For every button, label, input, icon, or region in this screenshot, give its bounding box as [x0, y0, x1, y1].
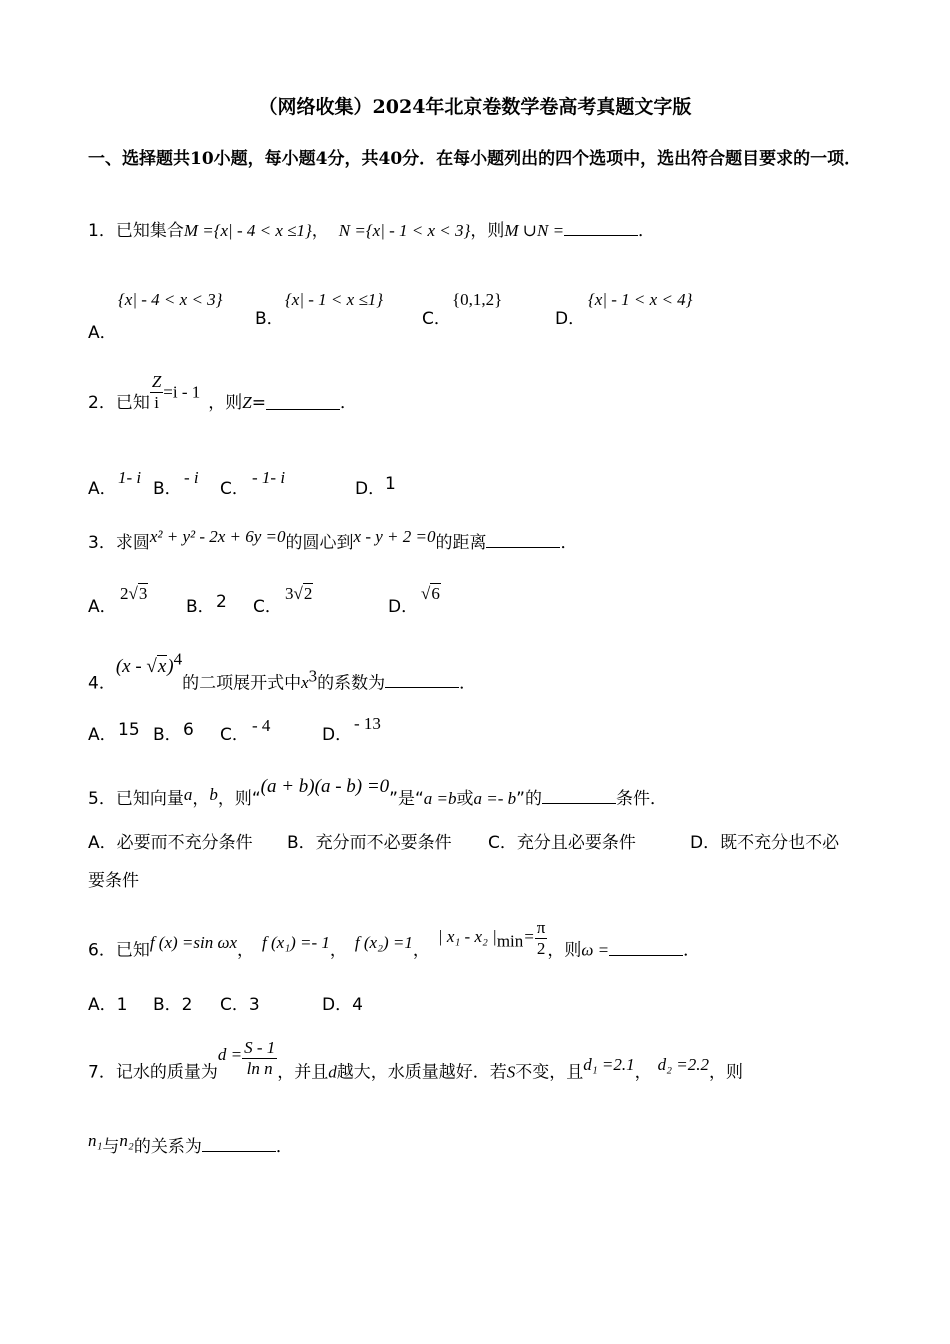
- option-d: 1: [385, 474, 396, 494]
- answer-blank: [609, 941, 683, 956]
- option-d: - 13: [354, 714, 381, 733]
- option-d: D．4: [322, 995, 363, 1015]
- question-number: 6．: [88, 940, 116, 961]
- vector-condition: (a + b)(a - b) =0: [260, 776, 390, 797]
- option-a: A．必要而不充分条件: [88, 833, 253, 853]
- d2-value: d₂ =2.2: [657, 1054, 710, 1074]
- option-c: {0,1,2}: [452, 290, 503, 309]
- question-number: 1．: [88, 221, 116, 241]
- section-heading: 一、选择题共10小题，每小题4分，共40分．在每小题列出的四个选项中，选出符合题目要求的一项．: [88, 149, 862, 169]
- f-x1: f (x₁) =- 1: [262, 932, 330, 952]
- question-6: 6．已知f (x) =sin ωx， f (x₁) =- 1， f (x₂) =1，| x₁ - x₂ $|_{min}=$ $\frac{\pi}{2}$ ，则ω = ．: [88, 918, 701, 961]
- option-c-label: C．: [253, 597, 282, 617]
- option-b: {x| - 1 < x ≤1}: [285, 290, 384, 309]
- option-c: 3√2: [285, 584, 313, 603]
- option-d: √6: [421, 584, 440, 603]
- line-equation: x - y + 2 =0: [353, 527, 436, 546]
- option-a: 1- i: [118, 468, 142, 487]
- question-4: 4．(x - √x)$^4$的二项展开式中$x^3$的系数为 ．: [88, 650, 477, 694]
- question-number: 5．: [88, 789, 116, 809]
- question-number: 4．: [88, 673, 116, 694]
- question-3: 3．求圆x² + y² - 2x + 6y =0的圆心到x - y + 2 =0的距离 ．: [88, 527, 578, 553]
- option-c-label: C．: [422, 309, 451, 329]
- option-a: 15: [118, 720, 140, 740]
- option-b-label: B．: [153, 479, 182, 499]
- option-d-label: D．: [355, 479, 386, 499]
- option-c-label: C．: [220, 725, 249, 745]
- option-a: 2√3: [120, 584, 148, 603]
- option-b-label: B．: [255, 309, 284, 329]
- fraction-pi-over-2: $\frac{\pi}{2}$: [536, 918, 546, 958]
- f-x2: f (x₂) =1: [354, 932, 413, 952]
- option-c-label: C．: [220, 479, 249, 499]
- option-d-label: D．: [555, 309, 586, 329]
- option-b: 6: [183, 720, 194, 740]
- question-number: 2．: [88, 392, 116, 413]
- fraction-z-over-i: $\frac{Z}{i}$: [151, 372, 162, 412]
- option-c: - 4: [252, 716, 271, 735]
- option-b: B．充分而不必要条件: [287, 833, 452, 853]
- answer-blank: [486, 533, 560, 548]
- option-a: A．1: [88, 995, 128, 1015]
- function-f: f (x) =sin ωx: [149, 932, 238, 952]
- option-b: B．2: [153, 995, 193, 1015]
- option-b: 2: [216, 592, 227, 612]
- question-7-continued: n₁与n₂的关系为 ．: [88, 1131, 293, 1157]
- answer-blank: [385, 673, 459, 688]
- option-a-label: A．: [88, 725, 117, 745]
- option-a-label: A．: [88, 597, 117, 617]
- question-number: 3．: [88, 533, 116, 553]
- question-2: 2．已知 $\frac{Z}{i}$ =i - 1，则Z= ．: [88, 372, 357, 413]
- option-a-label: A．: [88, 479, 117, 499]
- option-c: C．3: [220, 995, 260, 1015]
- question-5: 5．已知向量a，b，则“(a + b)(a - b) =0”是“a =b或a =- b”的 条件．: [88, 776, 667, 809]
- page-title: （网络收集）2024年北京卷数学卷高考真题文字版: [258, 96, 692, 118]
- set-m: M ={x| - 4 < x ≤1}: [183, 221, 312, 240]
- option-c: C．充分且必要条件: [488, 833, 636, 853]
- option-d-label: D．: [388, 597, 419, 617]
- term-x: $x^3$: [301, 666, 318, 693]
- option-a-label: A．: [88, 323, 117, 343]
- binomial-expression: (x - √x)$^4$: [115, 650, 183, 678]
- answer-blank: [542, 789, 616, 804]
- option-d: D．既不充分也不必: [690, 833, 840, 853]
- set-n: N ={x| - 1 < x < 3}: [338, 221, 471, 240]
- option-b-label: B．: [153, 725, 182, 745]
- option-d-wrap: 要条件: [88, 871, 139, 891]
- min-distance: | x₁ - x₂ $|_{min}=$: [437, 926, 535, 950]
- option-b: - i: [184, 468, 199, 487]
- option-d: {x| - 1 < x < 4}: [588, 290, 693, 309]
- answer-blank: [564, 221, 638, 236]
- question-1: 1．已知集合M ={x| - 4 < x ≤1}， N ={x| - 1 < x < 3}，则M ∪N = ．: [88, 221, 656, 241]
- question-number: 7．: [88, 1062, 116, 1083]
- option-c: - 1- i: [252, 468, 286, 487]
- union-expr: M ∪N =: [504, 221, 565, 240]
- answer-blank: [266, 395, 340, 410]
- option-d-label: D．: [322, 725, 353, 745]
- fraction-quality: $\frac{S - 1}{\text{ln n}}$: [244, 1038, 276, 1078]
- circle-equation: x² + y² - 2x + 6y =0: [149, 527, 286, 546]
- option-b-label: B．: [186, 597, 215, 617]
- answer-blank: [202, 1137, 276, 1152]
- option-a: {x| - 4 < x < 3}: [118, 290, 223, 309]
- d1-value: d₁ =2.1: [583, 1054, 635, 1074]
- question-7: 7．记水的质量为d = $\frac{S - 1}{\text{ln n}}$ ，并且d越大，水质量越好．若S不变，且d₁ =2.1， d₂ =2.2，则: [88, 1038, 744, 1083]
